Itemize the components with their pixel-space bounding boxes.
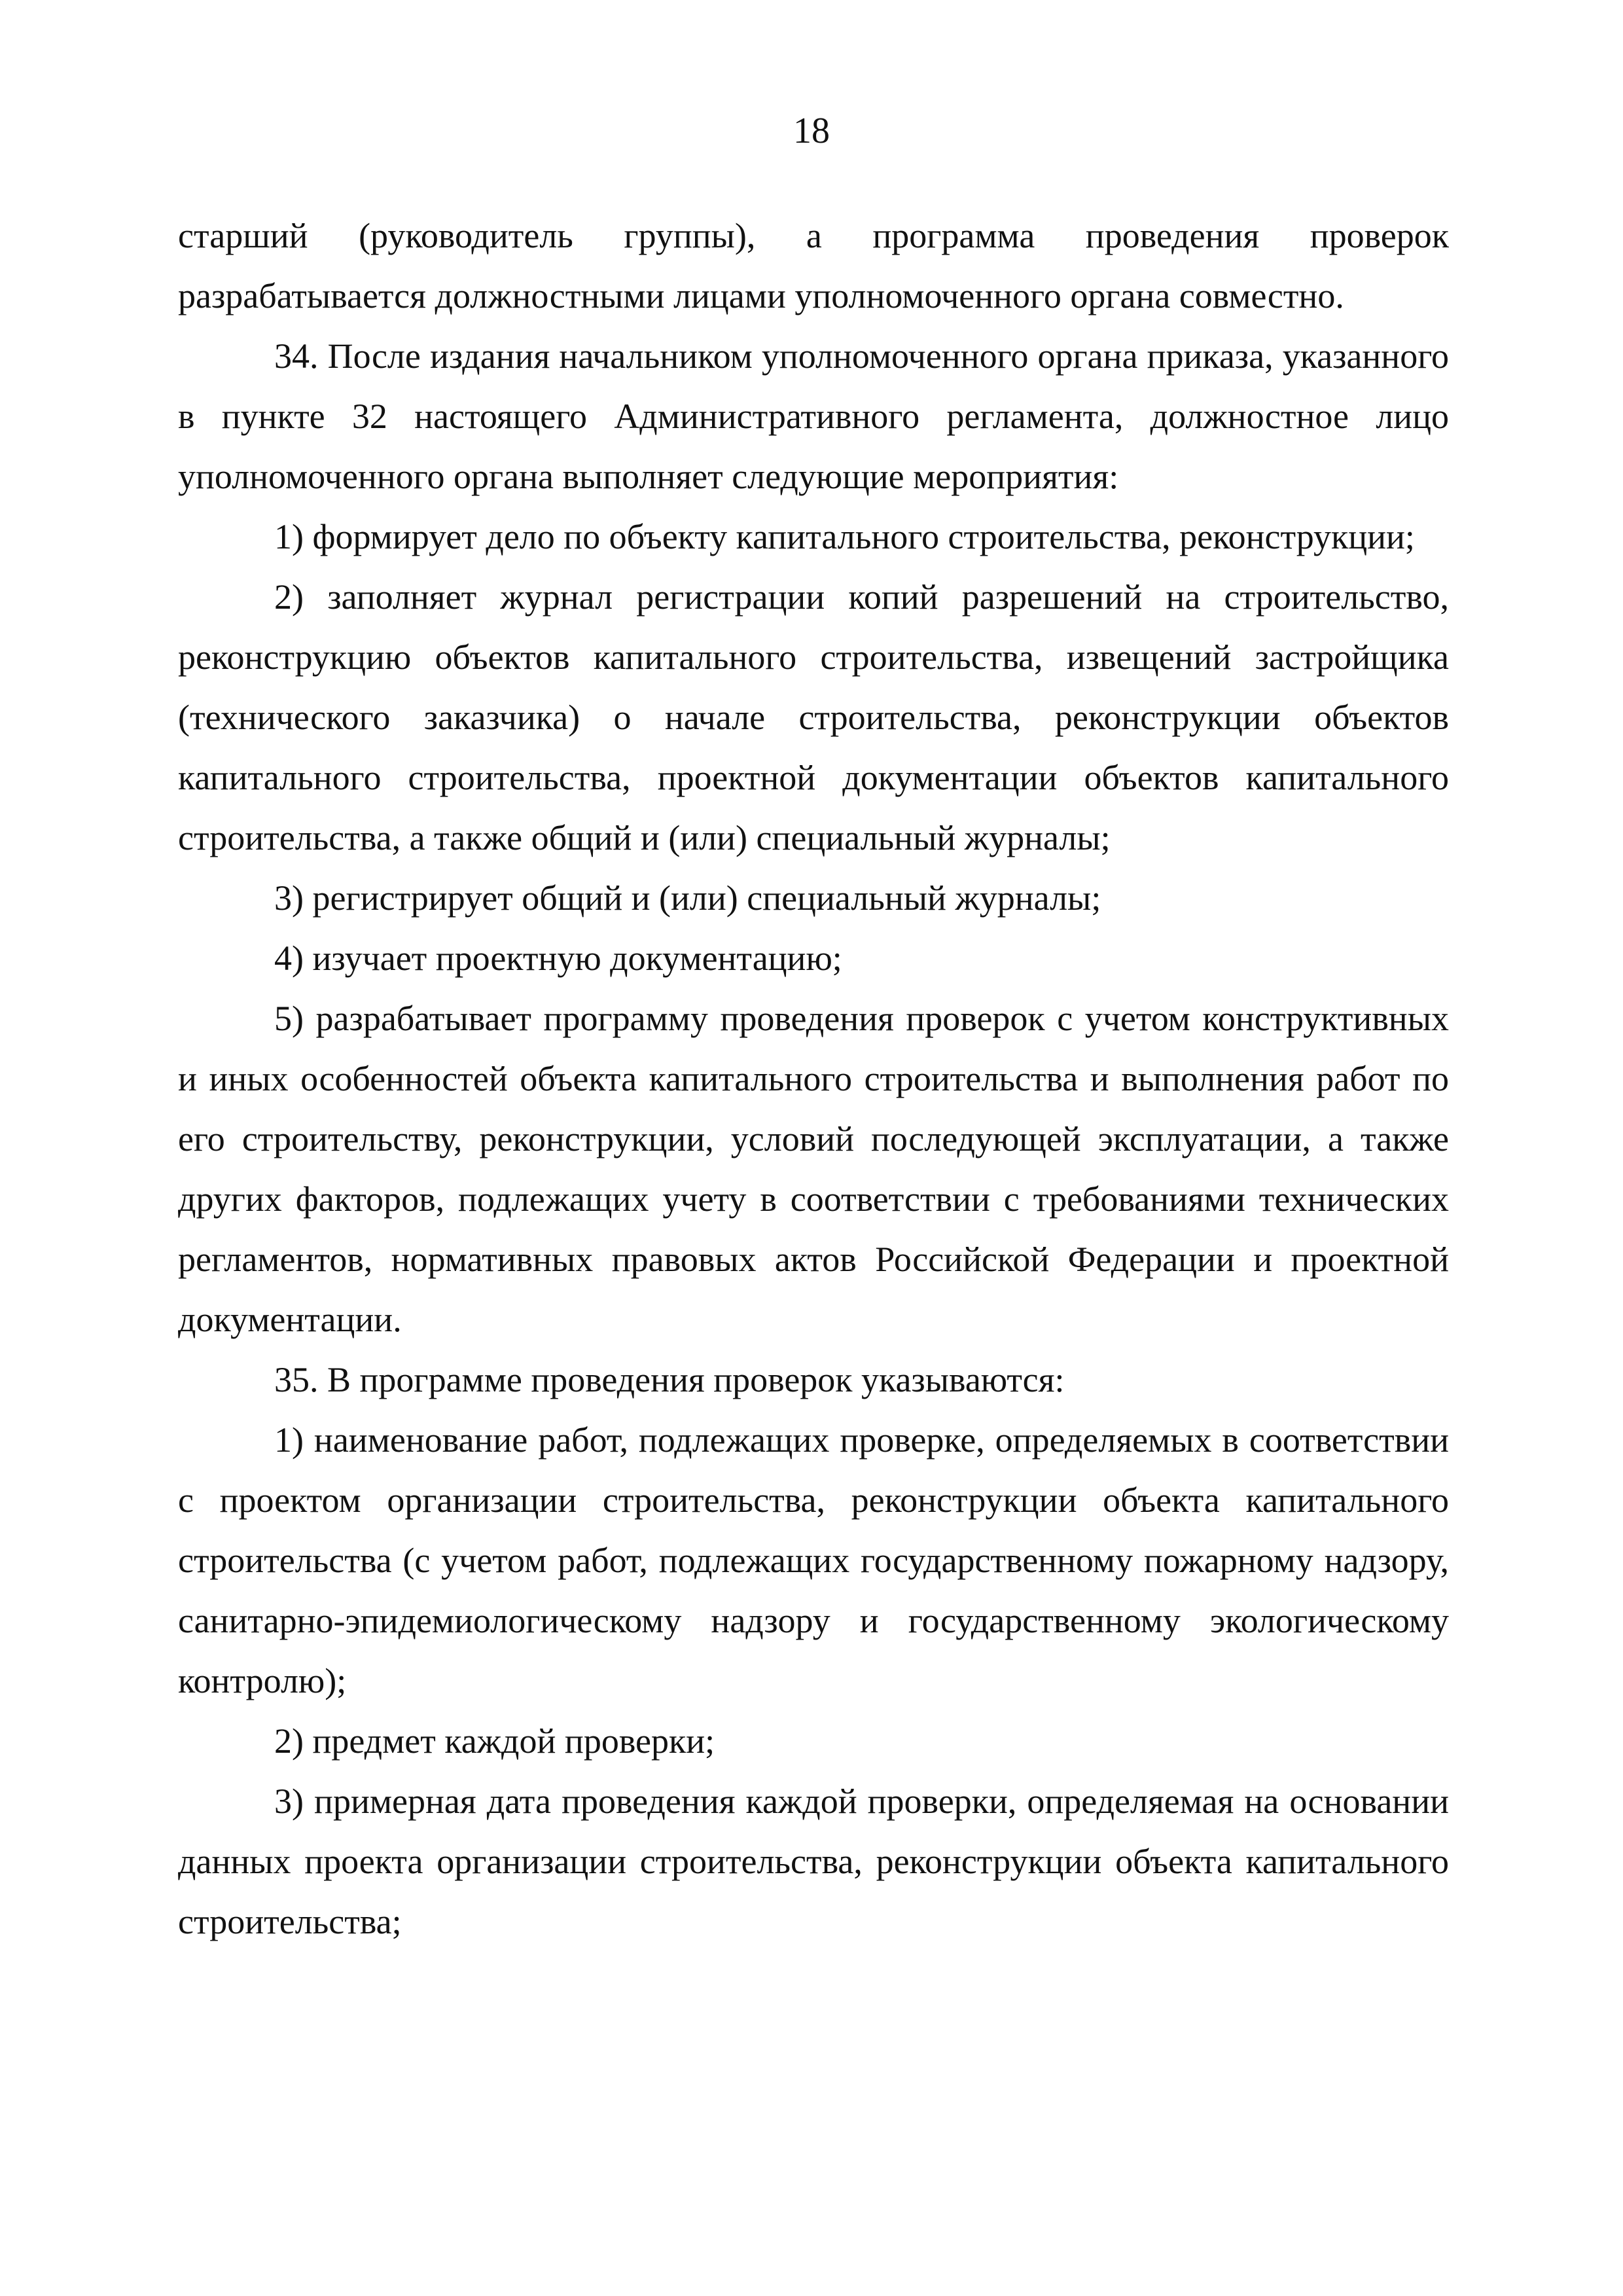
paragraph-35-item-3: 3) примерная дата проведения каждой проверки, определяемая на основании данных проекта организации строительства, реконструкции объекта капитального строительства; — [178, 1782, 1449, 1941]
page-number: 18 — [793, 111, 830, 151]
paragraph-continuation: старший (руководитель группы), а программа проведения проверок разрабатывается должностными лицами уполномоченного органа совместно. — [178, 216, 1449, 315]
paragraph-34-item-3: 3) регистрирует общий и (или) специальный журналы; — [274, 878, 1101, 918]
paragraph-34-item-5: 5) разрабатывает программу проведения проверок с учетом конструктивных и иных особенностей объекта капитального строительства и выполнения работ по его строительству, реконструкции, условий последующей эксплуатации, а также других факторов, подлежащих учету в соответствии с требованиями технических регламентов, нормативных правовых актов Российской Федерации и проектной документации. — [178, 999, 1449, 1339]
paragraph-34-item-4: 4) изучает проектную документацию; — [274, 939, 842, 978]
paragraph-35: 35. В программе проведения проверок указываются: — [274, 1360, 1065, 1399]
paragraph-34-item-1: 1) формирует дело по объекту капитального строительства, реконструкции; — [274, 517, 1415, 556]
document-body — [178, 206, 1449, 1952]
paragraph-35-item-1: 1) наименование работ, подлежащих проверке, определяемых в соответствии с проектом организации строительства, реконструкции объекта капитального строительства (с учетом работ, подлежащих государственному пожарному надзору, санитарно-эпидемиологическому надзору и государственному экологическому контролю); — [178, 1420, 1449, 1700]
paragraph-34: 34. После издания начальником уполномоченного органа приказа, указанного в пункте 32 настоящего Административного регламента, должностное лицо уполномоченного органа выполняет следующие мероприятия: — [178, 336, 1449, 496]
paragraph-35-item-2: 2) предмет каждой проверки; — [274, 1721, 715, 1761]
paragraph-34-item-2: 2) заполняет журнал регистрации копий разрешений на строительство, реконструкцию объектов капитального строительства, извещений застройщика (технического заказчика) о начале строительства, реконструкции объектов капитального строительства, проектной документации объектов капитального строительства, а также общий и (или) специальный журналы; — [178, 577, 1449, 857]
